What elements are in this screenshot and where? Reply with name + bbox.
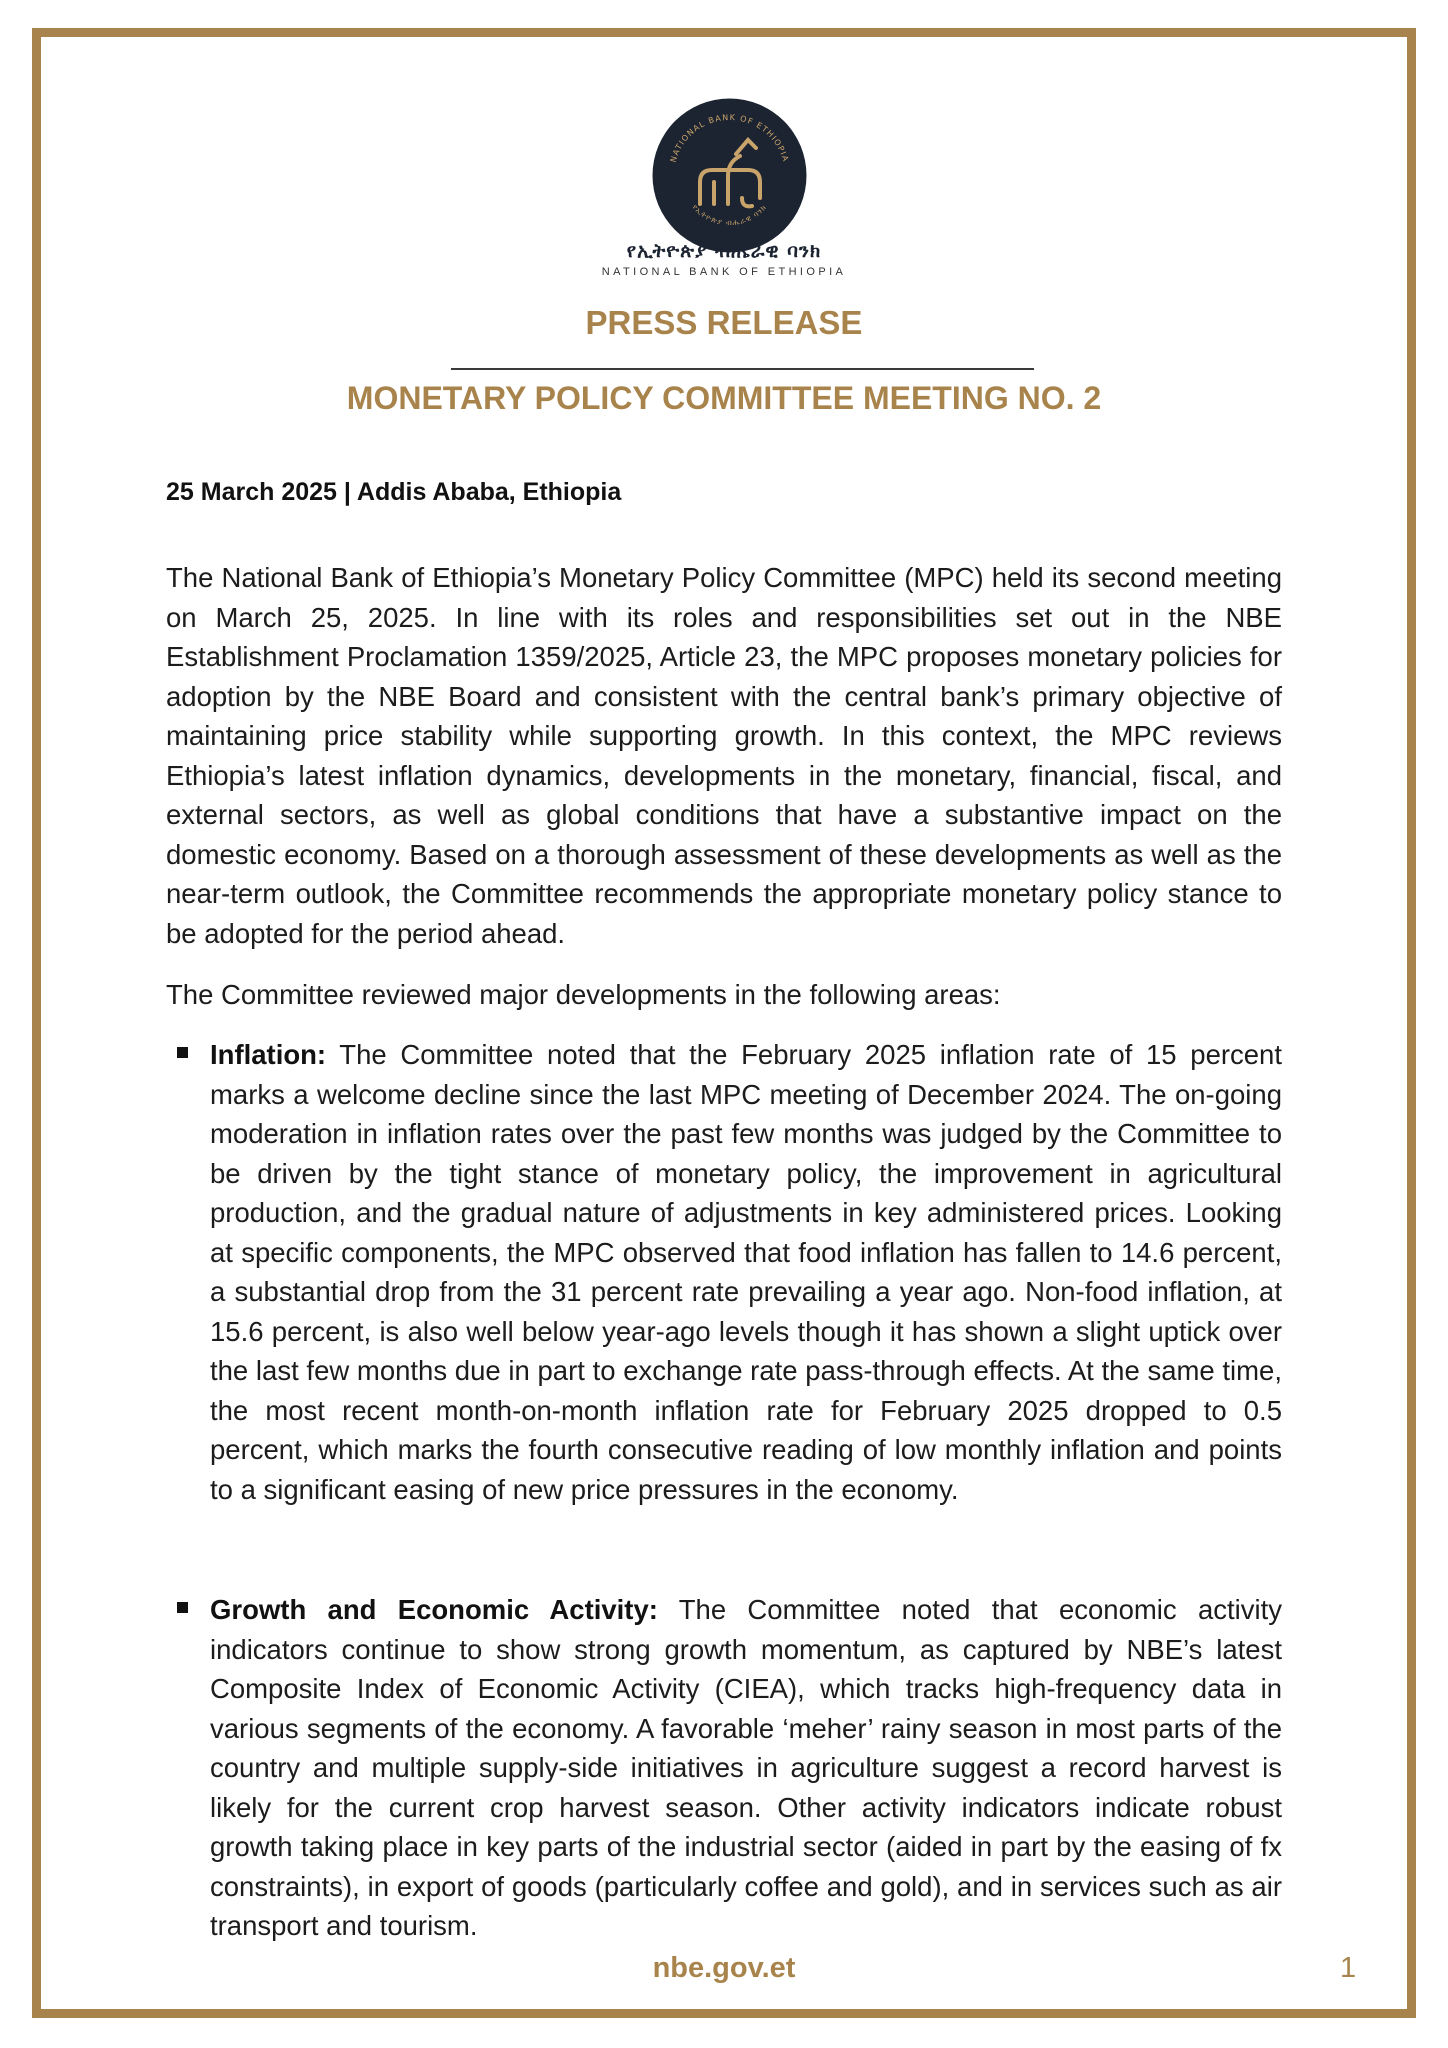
org-name-english: NATIONAL BANK OF ETHIOPIA [601, 266, 847, 278]
page-subtitle: MONETARY POLICY COMMITTEE MEETING NO. 2 [346, 380, 1102, 416]
intro-paragraph: The National Bank of Ethiopia’s Monetary Policy Committee (MPC) held its second meeting on March 25, 2025. In line with its roles and responsibilities set out in the NBE Establishment Proclamation 1359/2025, Article 23, the MPC proposes monetary policies for adoption by the NBE Board and consistent with the central bank’s primary objective of maintaining price stability while supporting growth. In this context, the MPC reviews Ethiopia’s latest inflation dynamics, developments in the monetary, financial, fiscal, and external sectors, as well as global conditions that have a substantive impact on the domestic economy. Based on a thorough assessment of these developments as well as the near-term outlook, the Committee recommends the appropriate monetary policy stance to be adopted for the period ahead. [166, 562, 1282, 949]
logo-ring-text: NATIONAL BANK OF ETHIOPIA [668, 112, 791, 164]
title-divider [451, 368, 1034, 370]
areas-intro-paragraph: The Committee reviewed major developments in the following areas: [166, 979, 1001, 1010]
bullet-text: The Committee noted that economic activity indicators continue to show strong growth momentum, as captured by NBE’s latest Composite Index of Economic Activity (CIEA), which tracks high-frequency data in various segments of the economy. A favorable ‘meher’ rainy season in most parts of the country and multiple supply-side initiatives in agriculture suggest a record harvest is likely for the current crop harvest season. Other activity indicators indicate robust growth taking place in key parts of the industrial sector (aided in part by the easing of fx constraints), in export of goods (particularly coffee and gold), and in services such as air transport and tourism. [210, 1594, 1282, 1941]
bullet-item-growth [210, 1590, 1282, 1946]
page-number: 1 [1340, 1952, 1357, 1984]
bullet-heading: Growth and Economic Activity: [210, 1594, 658, 1625]
org-name-amharic: የኢትዮጵያ ብሔራዊ ባንክ [626, 240, 822, 262]
bullet-heading: Inflation: [210, 1039, 327, 1070]
page-title: PRESS RELEASE [585, 304, 863, 341]
logo-ring-text-amharic: የኢትዮጵያ ብሔራዊ ባንክ [690, 202, 769, 228]
bullet-marker-icon [177, 1047, 188, 1058]
bullet-marker-icon [177, 1602, 188, 1613]
bullet-text: The Committee noted that the February 2025 inflation rate of 15 percent marks a welcome decline since the last MPC meeting of December 2024. The on-going moderation in inflation rates over the past few months was judged by the Committee to be driven by the tight stance of monetary policy, the improvement in agricultural production, and the gradual nature of adjustments in key administered prices. Looking at specific components, the MPC observed that food inflation has fallen to 14.6 percent, a substantial drop from the 31 percent rate prevailing a year ago. Non-food inflation, at 15.6 percent, is also well below year-ago levels though it has shown a slight uptick over the last few months due in part to exchange rate pass-through effects. At the same time, the most recent month-on-month inflation rate for February 2025 dropped to 0.5 percent, which marks the fourth consecutive reading of low monthly inflation and points to a significant easing of new price pressures in the economy. [210, 1039, 1282, 1505]
bullet-item-inflation [210, 1035, 1282, 1509]
nbe-logo [652, 98, 807, 253]
dateline: 25 March 2025 | Addis Ababa, Ethiopia [166, 478, 622, 506]
footer-website-link[interactable]: nbe.gov.et [652, 1952, 796, 1984]
